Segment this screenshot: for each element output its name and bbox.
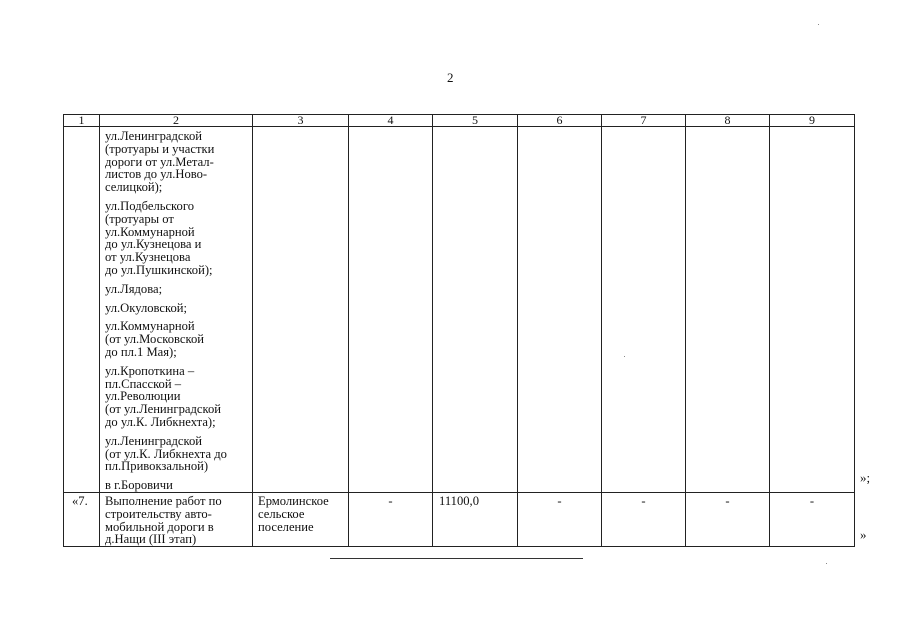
amount-cell: 11100,0 [433, 492, 518, 546]
address-line: дороги от ул.Метал- [105, 154, 214, 169]
description-line: д.Нащи (III этап) [105, 532, 197, 547]
address-line: до ул.Пушкинской); [105, 262, 213, 277]
continuation-row [64, 127, 855, 493]
empty-cell [770, 127, 855, 493]
address-line: (от ул.К. Либкнехта до [105, 446, 227, 461]
footer-rule [330, 558, 583, 559]
empty-cell [602, 127, 686, 493]
empty-cell [433, 127, 518, 493]
address-line: до ул.К. Либкнехта); [105, 414, 216, 429]
address-line: (тротуары от [105, 211, 174, 226]
address-line: ул.Ленинградской [105, 433, 203, 448]
col4-cell: - [349, 492, 433, 546]
scan-speck [826, 563, 827, 564]
address-line: в г.Боровичи [105, 478, 173, 493]
scan-speck [624, 356, 625, 357]
address-line: пл.Привокзальной) [105, 459, 209, 474]
address-item [105, 302, 250, 315]
address-line: листов до ул.Ново- [105, 167, 208, 182]
empty-cell [686, 127, 770, 493]
address-line: пл.Спасской – [105, 376, 182, 391]
address-line: (тротуары и участки [105, 141, 215, 156]
col8-cell: - [686, 492, 770, 546]
address-line: до ул.Кузнецова и [105, 237, 202, 252]
header-row [64, 115, 855, 127]
header-cell: 9 [770, 115, 855, 127]
recipient-cell [253, 492, 349, 546]
description-cell [100, 492, 253, 546]
address-line: ул.Коммунарной [105, 319, 195, 334]
header-cell: 4 [349, 115, 433, 127]
address-line: ул.Революции [105, 389, 181, 404]
description-line: мобильной дороги в [105, 519, 214, 534]
address-line: (от ул.Ленинградской [105, 402, 221, 417]
address-item [105, 283, 250, 296]
address-line: ул.Кропоткина – [105, 363, 195, 378]
description-line: строительству авто- [105, 506, 212, 521]
closing-quote-semicolon: »; [860, 470, 871, 485]
program-table [63, 114, 855, 547]
address-line: до пл.1 Мая); [105, 344, 177, 359]
address-item [105, 320, 250, 358]
description-line: Выполнение работ по [105, 493, 222, 508]
header-cell: 3 [253, 115, 349, 127]
empty-cell [518, 127, 602, 493]
col6-cell: - [518, 492, 602, 546]
recipient-line: Ермолинское [258, 493, 329, 508]
header-cell: 8 [686, 115, 770, 127]
address-item [105, 435, 250, 492]
address-item [105, 365, 250, 429]
row-number-cell: «7. [64, 492, 100, 546]
header-cell: 2 [100, 115, 253, 127]
page-number: 2 [447, 70, 454, 85]
header-cell: 7 [602, 115, 686, 127]
address-line: ул.Ленинградской [105, 129, 203, 143]
address-item [105, 130, 250, 194]
empty-cell [349, 127, 433, 493]
col9-cell: - [770, 492, 855, 546]
header-cell: 1 [64, 115, 100, 127]
scan-speck [818, 24, 819, 25]
address-line: ул.Окуловской; [105, 300, 188, 315]
address-list-cell [100, 127, 253, 493]
row-number-cell [64, 127, 100, 493]
recipient-line: сельское [258, 506, 305, 521]
address-line: от ул.Кузнецова [105, 250, 191, 265]
col7-cell: - [602, 492, 686, 546]
address-line: ул.Подбельского [105, 198, 194, 213]
closing-quote: » [860, 527, 867, 542]
recipient-line: поселение [258, 519, 314, 534]
address-line: селицкой); [105, 180, 163, 195]
header-cell: 5 [433, 115, 518, 127]
address-item [105, 200, 250, 277]
row-7 [64, 492, 855, 546]
empty-cell [253, 127, 349, 493]
address-line: ул.Коммунарной [105, 224, 195, 239]
address-line: ул.Лядова; [105, 281, 163, 296]
header-cell: 6 [518, 115, 602, 127]
address-line: (от ул.Московской [105, 332, 204, 347]
